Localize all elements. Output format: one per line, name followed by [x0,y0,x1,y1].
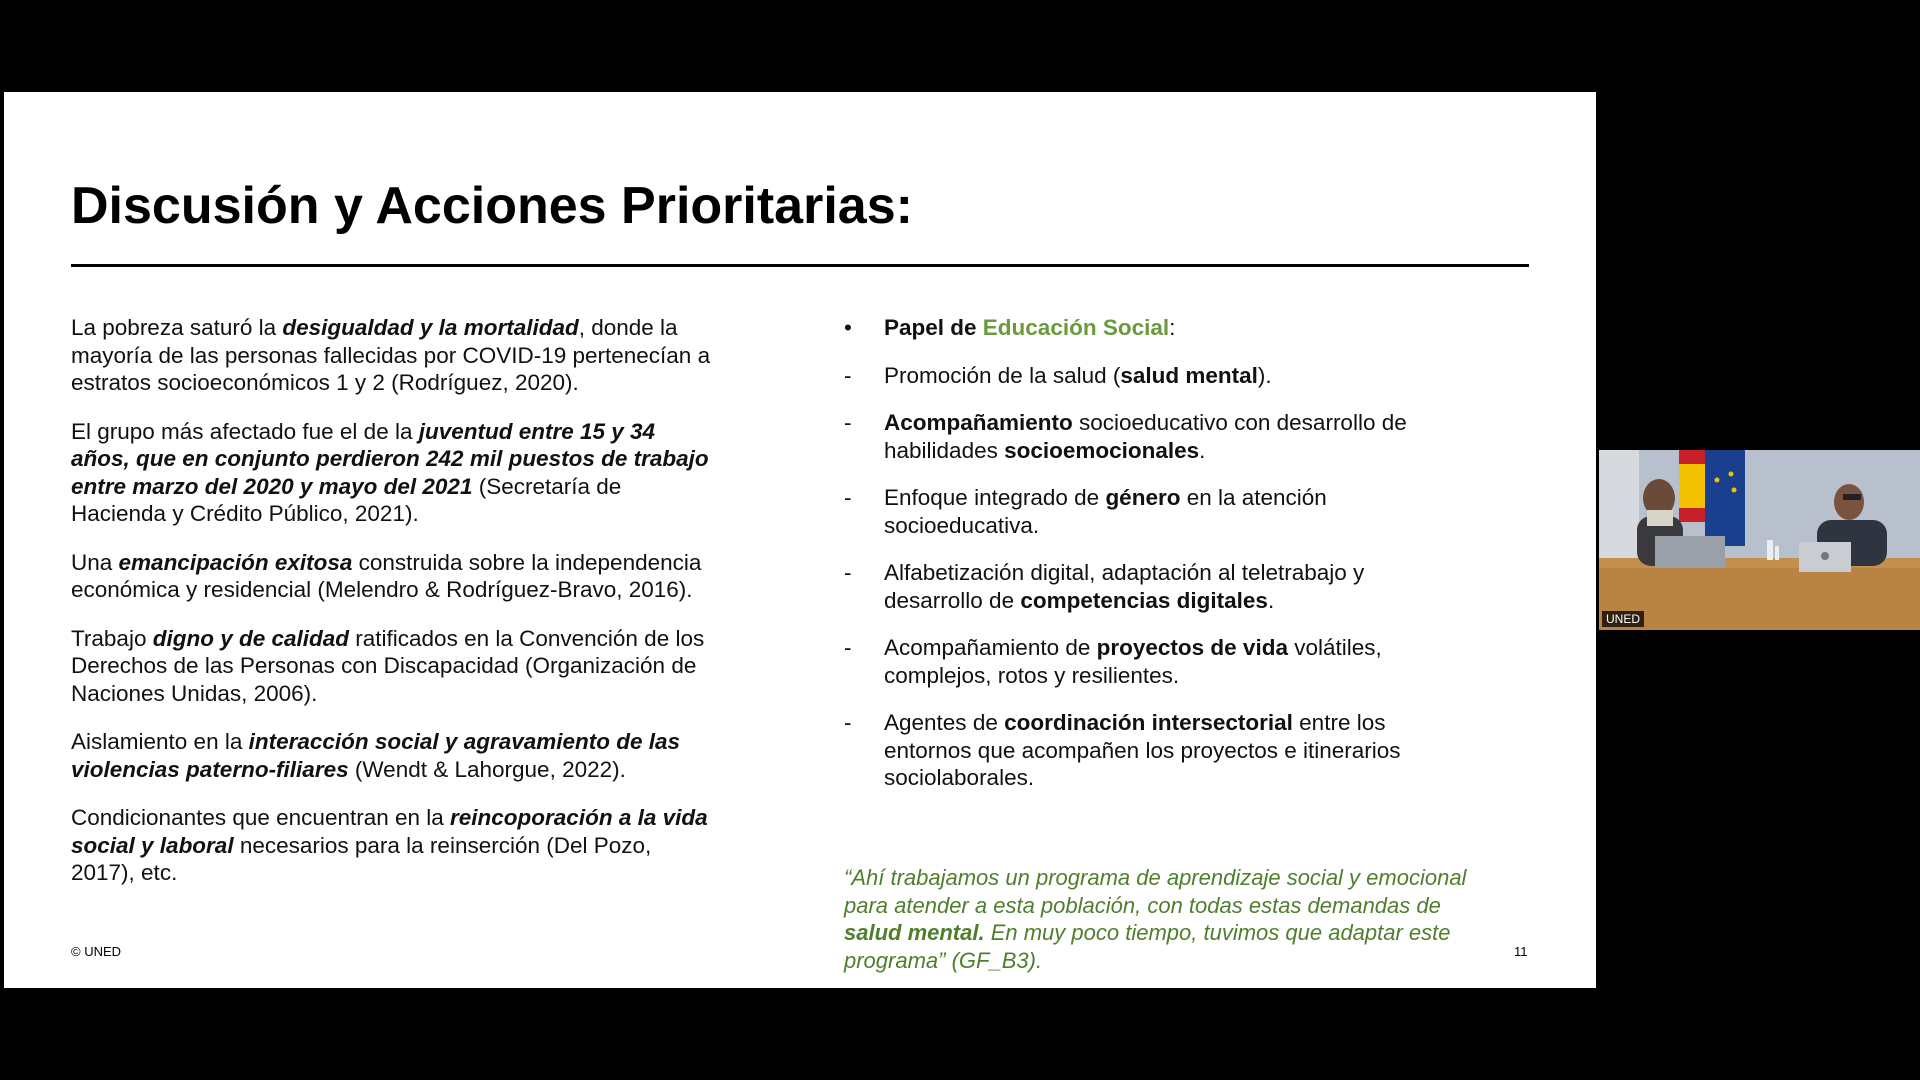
heading-green-term: Educación Social [982,315,1170,340]
quote-block [844,864,1484,974]
right-heading [844,314,1464,342]
paragraph-text: Aislamiento en la [71,729,249,754]
paragraph-text: Condicionantes que encuentran en la [71,805,451,830]
right-item-4 [844,559,1464,614]
item-text: socioeducativo con desarrollo de habilidades [884,410,1407,463]
left-column [71,314,711,908]
right-item-2 [844,409,1464,464]
item-text: Promoción de la salud ( [884,362,1121,388]
item-text: ). [1257,362,1272,388]
left-paragraph-1 [71,314,711,397]
item-bold: salud mental [1120,362,1258,388]
right-item-3 [844,484,1464,539]
right-item-5 [844,634,1464,689]
copyright-footer: © UNED [71,944,122,959]
left-paragraph-5 [71,728,711,783]
paragraph-text: , donde la mayoría de las personas fallecidas por COVID-19 pertenecían a estratos socioeconómicos 1 y 2 (Rodríguez, 2020). [71,315,711,395]
item-text: Agentes de [884,710,1005,735]
paragraph-text: La pobreza saturó la [71,315,283,340]
item-text: Enfoque integrado de [884,485,1106,510]
item-bold: género [1105,485,1181,510]
video-scene [1599,450,1920,630]
dash-marker: - [844,362,852,388]
paragraph-emphasis: reincoporación a la vida social y laboral [71,805,708,858]
heading-colon: : [1169,315,1176,340]
dash-marker: - [844,710,852,735]
item-bold: Acompañamiento [884,410,1073,435]
paragraph-text: (Wendt & Lahorgue, 2022). [348,756,626,782]
paragraph-text: necesarios para la reinserción (Del Pozo, 2017), etc. [71,832,652,885]
paragraph-emphasis: juventud entre 15 y 34 años, que en conjunto perdieron 242 mil puestos de trabajo entre marzo del 2020 y mayo del 2021 [71,418,709,499]
right-item-1 [844,362,1464,390]
paragraph-emphasis: digno y de calidad [152,625,350,651]
item-bold: coordinación intersectorial [1004,710,1293,735]
paragraph-text: ratificados en la Convención de los Derechos de las Personas con Discapacidad (Organización de Naciones Unidas, 2006). [71,625,705,706]
paragraph-text: (Secretaría de Hacienda y Crédito Público, 2021). [71,473,622,526]
video-participant-label: UNED [1602,611,1644,627]
paragraph-emphasis: desigualdad y la mortalidad [282,315,579,340]
webcam-video-thumbnail[interactable] [1599,450,1920,630]
dash-marker: - [844,485,852,510]
left-paragraph-4 [71,625,711,708]
dash-marker: - [844,560,852,585]
item-bold: proyectos de vida [1096,635,1288,660]
item-text: entre los entornos que acompañen los proyectos e itinerarios sociolaborales. [884,710,1401,790]
dash-marker: - [844,635,852,660]
paragraph-text: construida sobre la independencia económica y residencial (Melendro & Rodríguez-Bravo, 2016). [71,549,702,602]
left-paragraph-2 [71,418,711,528]
slide-page-number: 11 [1514,944,1528,959]
left-paragraph-6 [71,804,711,887]
item-text: . [1199,437,1206,463]
paragraph-text: Trabajo [71,625,153,651]
presentation-slide [4,92,1596,988]
dash-marker: - [844,410,852,435]
item-text: volátiles, complejos, rotos y resilientes. [884,635,1382,688]
paragraph-emphasis: emancipación exitosa [118,549,353,575]
item-bold: competencias digitales [1020,587,1268,613]
slide-title: Discusión y Acciones Prioritarias: [71,177,913,235]
left-paragraph-3 [71,549,711,604]
heading-bold: Papel de [884,315,983,340]
item-bold: socioemocionales [1004,437,1200,463]
quote-bold: salud mental. [844,920,985,945]
paragraph-text: El grupo más afectado fue el de la [71,418,419,444]
bullet-marker: • [844,315,852,340]
item-text: Acompañamiento de [884,635,1097,660]
paragraph-emphasis: interacción social y agravamiento de las violencias paterno-filiares [71,729,681,782]
paragraph-text: Una [71,549,119,575]
item-text: Alfabetización digital, adaptación al teletrabajo y desarrollo de [884,560,1365,613]
title-divider [71,264,1529,267]
quote-text: En muy poco tiempo, tuvimos que adaptar este programa” (GF_B3). [844,920,1451,973]
right-column [844,314,1464,812]
eu-flag [1705,450,1745,546]
quote-text: “Ahí trabajamos un programa de aprendizaje social y emocional para atender a esta población, con todas estas demandas de [844,865,1467,918]
right-item-6 [844,709,1464,792]
item-text: . [1267,587,1275,613]
item-text: en la atención socioeducativa. [884,485,1327,538]
